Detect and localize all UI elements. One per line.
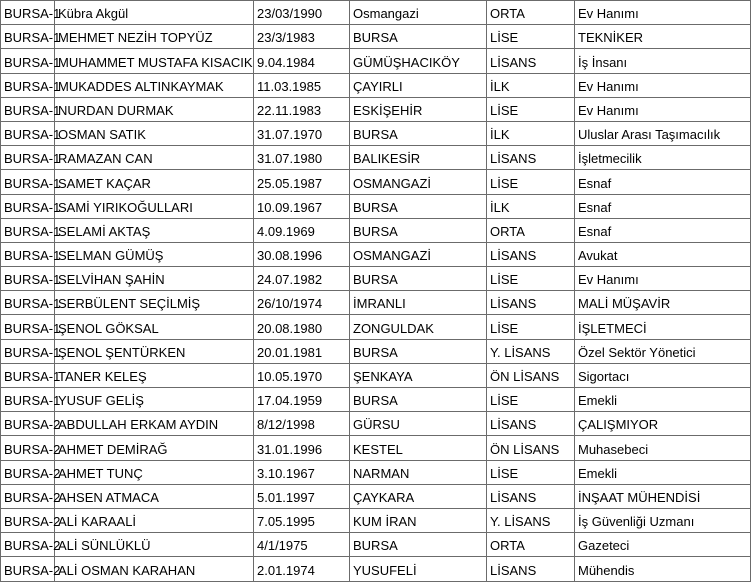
cell-education: LİSE <box>487 388 575 412</box>
cell-birthplace: İMRANLI <box>350 291 487 315</box>
cell-education: Y. LİSANS <box>487 339 575 363</box>
cell-occupation: İş Güvenliği Uzmanı <box>575 508 751 532</box>
table-row <box>1 242 751 266</box>
cell-birthplace: GÜMÜŞHACIKÖY <box>350 49 487 73</box>
cell-occupation: İşletmecilik <box>575 146 751 170</box>
cell-birth-date: 31.07.1970 <box>254 121 350 145</box>
cell-name: ALİ KARAALİ <box>55 508 254 532</box>
cell-district: BURSA-1 <box>1 97 55 121</box>
cell-district: BURSA-1 <box>1 242 55 266</box>
cell-birthplace: BURSA <box>350 25 487 49</box>
cell-occupation: Ev Hanımı <box>575 1 751 25</box>
cell-occupation: Muhasebeci <box>575 436 751 460</box>
cell-birthplace: ZONGULDAK <box>350 315 487 339</box>
cell-birthplace: ŞENKAYA <box>350 363 487 387</box>
cell-birth-date: 2.01.1974 <box>254 557 350 581</box>
cell-occupation: MALİ MÜŞAVİR <box>575 291 751 315</box>
cell-birthplace: BALIKESİR <box>350 146 487 170</box>
cell-education: LİSE <box>487 460 575 484</box>
cell-birth-date: 5.01.1997 <box>254 484 350 508</box>
cell-district: BURSA-1 <box>1 146 55 170</box>
cell-birthplace: ÇAYKARA <box>350 484 487 508</box>
cell-birth-date: 22.11.1983 <box>254 97 350 121</box>
cell-occupation: Emekli <box>575 460 751 484</box>
cell-occupation: Sigortacı <box>575 363 751 387</box>
table-row <box>1 412 751 436</box>
cell-birthplace: BURSA <box>350 194 487 218</box>
cell-birthplace: BURSA <box>350 121 487 145</box>
cell-district: BURSA-1 <box>1 49 55 73</box>
cell-birthplace: KUM İRAN <box>350 508 487 532</box>
cell-education: İLK <box>487 73 575 97</box>
cell-birth-date: 4.09.1969 <box>254 218 350 242</box>
cell-education: ÖN LİSANS <box>487 436 575 460</box>
table-row <box>1 533 751 557</box>
cell-district: BURSA-2 <box>1 484 55 508</box>
cell-district: BURSA-1 <box>1 218 55 242</box>
cell-birth-date: 31.01.1996 <box>254 436 350 460</box>
cell-education: ORTA <box>487 1 575 25</box>
table-row <box>1 460 751 484</box>
cell-district: BURSA-2 <box>1 412 55 436</box>
cell-birthplace: Osmangazi <box>350 1 487 25</box>
cell-birth-date: 7.05.1995 <box>254 508 350 532</box>
cell-birth-date: 9.04.1984 <box>254 49 350 73</box>
cell-education: İLK <box>487 121 575 145</box>
cell-birth-date: 23/3/1983 <box>254 25 350 49</box>
cell-occupation: Emekli <box>575 388 751 412</box>
cell-name: SELMAN GÜMÜŞ <box>55 242 254 266</box>
cell-birth-date: 20.01.1981 <box>254 339 350 363</box>
table-row <box>1 436 751 460</box>
cell-name: ŞENOL GÖKSAL <box>55 315 254 339</box>
cell-birth-date: 26/10/1974 <box>254 291 350 315</box>
cell-occupation: Esnaf <box>575 170 751 194</box>
cell-district: BURSA-1 <box>1 121 55 145</box>
cell-occupation: Mühendis <box>575 557 751 581</box>
cell-education: ORTA <box>487 218 575 242</box>
cell-birth-date: 24.07.1982 <box>254 267 350 291</box>
cell-name: AHMET DEMİRAĞ <box>55 436 254 460</box>
cell-district: BURSA-1 <box>1 388 55 412</box>
cell-name: NURDAN DURMAK <box>55 97 254 121</box>
cell-birth-date: 8/12/1998 <box>254 412 350 436</box>
cell-education: LİSE <box>487 315 575 339</box>
cell-education: LİSANS <box>487 557 575 581</box>
table-row <box>1 73 751 97</box>
cell-occupation: İş İnsanı <box>575 49 751 73</box>
cell-birthplace: NARMAN <box>350 460 487 484</box>
cell-education: LİSE <box>487 170 575 194</box>
cell-education: İLK <box>487 194 575 218</box>
cell-birthplace: BURSA <box>350 533 487 557</box>
cell-education: LİSANS <box>487 291 575 315</box>
cell-name: AHMET TUNÇ <box>55 460 254 484</box>
table-row <box>1 557 751 581</box>
cell-education: ORTA <box>487 533 575 557</box>
cell-name: MUHAMMET MUSTAFA KISACIK <box>55 49 254 73</box>
cell-occupation: Esnaf <box>575 218 751 242</box>
cell-birth-date: 3.10.1967 <box>254 460 350 484</box>
cell-occupation: Uluslar Arası Taşımacılık <box>575 121 751 145</box>
cell-district: BURSA-1 <box>1 315 55 339</box>
table-row <box>1 508 751 532</box>
cell-district: BURSA-1 <box>1 363 55 387</box>
cell-occupation: ÇALIŞMIYOR <box>575 412 751 436</box>
cell-birthplace: ESKİŞEHİR <box>350 97 487 121</box>
cell-district: BURSA-1 <box>1 1 55 25</box>
cell-education: LİSE <box>487 267 575 291</box>
cell-occupation: İNŞAAT MÜHENDİSİ <box>575 484 751 508</box>
cell-birthplace: GÜRSU <box>350 412 487 436</box>
cell-name: ALİ SÜNLÜKLÜ <box>55 533 254 557</box>
cell-district: BURSA-2 <box>1 436 55 460</box>
cell-district: BURSA-1 <box>1 291 55 315</box>
cell-birth-date: 30.08.1996 <box>254 242 350 266</box>
cell-education: LİSANS <box>487 146 575 170</box>
cell-name: ABDULLAH ERKAM AYDIN <box>55 412 254 436</box>
cell-birthplace: BURSA <box>350 267 487 291</box>
cell-birthplace: KESTEL <box>350 436 487 460</box>
cell-name: ŞENOL ŞENTÜRKEN <box>55 339 254 363</box>
cell-name: SAMİ YIRIKOĞULLARI <box>55 194 254 218</box>
table-row <box>1 388 751 412</box>
cell-district: BURSA-1 <box>1 339 55 363</box>
cell-district: BURSA-2 <box>1 508 55 532</box>
table-row <box>1 1 751 25</box>
table-row <box>1 484 751 508</box>
cell-name: Kübra Akgül <box>55 1 254 25</box>
cell-birth-date: 17.04.1959 <box>254 388 350 412</box>
cell-education: LİSANS <box>487 49 575 73</box>
cell-occupation: Ev Hanımı <box>575 267 751 291</box>
table-row <box>1 339 751 363</box>
cell-district: BURSA-1 <box>1 267 55 291</box>
table-row <box>1 267 751 291</box>
table-row <box>1 49 751 73</box>
cell-birthplace: BURSA <box>350 218 487 242</box>
table-row <box>1 363 751 387</box>
cell-district: BURSA-1 <box>1 25 55 49</box>
cell-name: MEHMET NEZİH TOPYÜZ <box>55 25 254 49</box>
cell-name: YUSUF GELİŞ <box>55 388 254 412</box>
cell-occupation: Gazeteci <box>575 533 751 557</box>
cell-birthplace: BURSA <box>350 388 487 412</box>
table-row <box>1 194 751 218</box>
table-row <box>1 291 751 315</box>
cell-education: LİSANS <box>487 484 575 508</box>
cell-name: OSMAN SATIK <box>55 121 254 145</box>
cell-name: RAMAZAN CAN <box>55 146 254 170</box>
cell-occupation: TEKNİKER <box>575 25 751 49</box>
table-body <box>1 1 751 582</box>
table-row <box>1 218 751 242</box>
cell-occupation: İŞLETMECİ <box>575 315 751 339</box>
table-row <box>1 146 751 170</box>
cell-district: BURSA-1 <box>1 73 55 97</box>
cell-occupation: Esnaf <box>575 194 751 218</box>
cell-birth-date: 20.08.1980 <box>254 315 350 339</box>
table-row <box>1 97 751 121</box>
cell-name: AHSEN ATMACA <box>55 484 254 508</box>
cell-district: BURSA-2 <box>1 557 55 581</box>
cell-birthplace: BURSA <box>350 339 487 363</box>
cell-education: LİSE <box>487 25 575 49</box>
cell-birth-date: 4/1/1975 <box>254 533 350 557</box>
cell-birthplace: OSMANGAZİ <box>350 170 487 194</box>
cell-district: BURSA-1 <box>1 194 55 218</box>
cell-name: SAMET KAÇAR <box>55 170 254 194</box>
cell-birth-date: 11.03.1985 <box>254 73 350 97</box>
cell-birth-date: 10.05.1970 <box>254 363 350 387</box>
cell-education: LİSE <box>487 97 575 121</box>
table-row <box>1 315 751 339</box>
cell-birth-date: 23/03/1990 <box>254 1 350 25</box>
cell-name: SELVİHAN ŞAHİN <box>55 267 254 291</box>
cell-education: LİSANS <box>487 412 575 436</box>
cell-district: BURSA-2 <box>1 533 55 557</box>
cell-birthplace: ÇAYIRLI <box>350 73 487 97</box>
cell-education: Y. LİSANS <box>487 508 575 532</box>
cell-birth-date: 25.05.1987 <box>254 170 350 194</box>
cell-occupation: Avukat <box>575 242 751 266</box>
table-row <box>1 170 751 194</box>
cell-occupation: Ev Hanımı <box>575 97 751 121</box>
table-row <box>1 25 751 49</box>
cell-name: ALİ OSMAN KARAHAN <box>55 557 254 581</box>
cell-birthplace: OSMANGAZİ <box>350 242 487 266</box>
cell-birthplace: YUSUFELİ <box>350 557 487 581</box>
cell-district: BURSA-2 <box>1 460 55 484</box>
cell-education: LİSANS <box>487 242 575 266</box>
cell-name: TANER KELEŞ <box>55 363 254 387</box>
cell-birth-date: 10.09.1967 <box>254 194 350 218</box>
cell-birth-date: 31.07.1980 <box>254 146 350 170</box>
cell-name: MUKADDES ALTINKAYMAK <box>55 73 254 97</box>
cell-occupation: Ev Hanımı <box>575 73 751 97</box>
cell-education: ÖN LİSANS <box>487 363 575 387</box>
cell-district: BURSA-1 <box>1 170 55 194</box>
cell-name: SERBÜLENT SEÇİLMİŞ <box>55 291 254 315</box>
cell-occupation: Özel Sektör Yönetici <box>575 339 751 363</box>
cell-name: SELAMİ AKTAŞ <box>55 218 254 242</box>
table-row <box>1 121 751 145</box>
